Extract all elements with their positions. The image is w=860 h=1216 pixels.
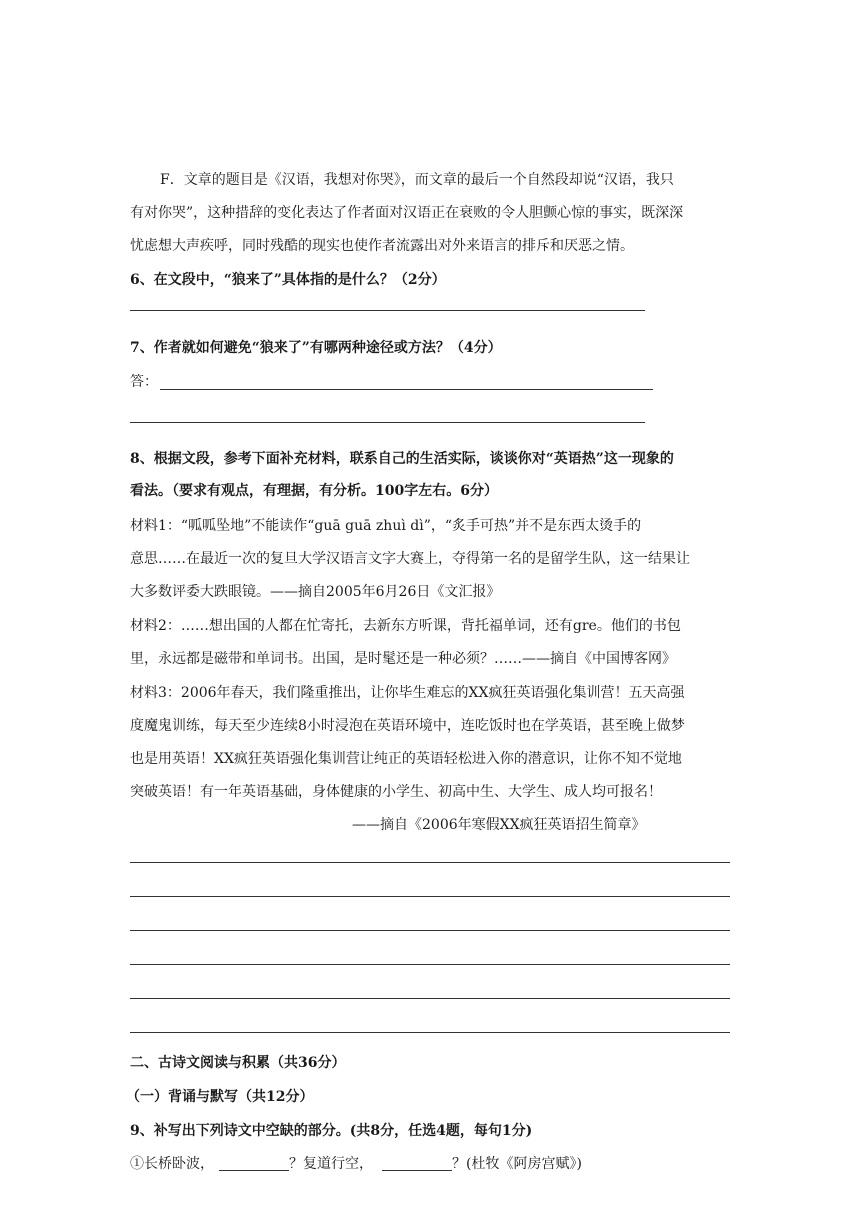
question-9: 9、补写出下列诗文中空缺的部分。(共8分，任选4题，每句1分) xyxy=(130,1123,533,1139)
answer-line-q7-1[interactable] xyxy=(160,389,653,390)
answer-line-q8-1[interactable] xyxy=(130,862,730,863)
option-f-line-1: F．文章的题目是《汉语，我想对你哭》，而文章的最后一个自然段却说“汉语，我只 xyxy=(160,172,674,188)
question-8-line-1: 8、根据文段，参考下面补充材料，联系自己的生活实际，谈谈你对“英语热”这一现象的 xyxy=(130,451,674,467)
material-3-source: ——摘自《2006年寒假XX疯狂英语招生简章》 xyxy=(352,817,646,833)
answer-line-q8-6[interactable] xyxy=(130,1032,730,1033)
q9-item-1-blank-1[interactable] xyxy=(219,1170,289,1171)
material-3-line-3: 也是用英语！XX疯狂英语强化集训营让纯正的英语轻松进入你的潜意识，让你不知不觉地 xyxy=(130,751,682,767)
material-1-line-2: 意思……在最近一次的复旦大学汉语言文字大赛上，夺得第一名的是留学生队，这一结果让 xyxy=(130,551,690,567)
question-7: 7、作者就如何避免“狼来了”有哪两种途径或方法？（4分） xyxy=(130,340,502,356)
material-3-line-2: 度魔鬼训练，每天至少连续8小时浸泡在英语环境中，连吃饭时也在学英语，甚至晚上做梦 xyxy=(130,718,685,734)
answer-line-q7-2[interactable] xyxy=(130,422,645,423)
answer-line-q8-2[interactable] xyxy=(130,896,730,897)
q9-item-1-blank-2[interactable] xyxy=(382,1170,452,1171)
question-6: 6、在文段中，“狼来了”具体指的是什么？（2分） xyxy=(130,272,446,288)
answer-prefix-q7: 答： xyxy=(130,374,158,390)
section-2-title: 二、古诗文阅读与积累（共36分） xyxy=(130,1055,346,1071)
material-1-line-1: 材料1：“呱呱坠地”不能读作“guā guā zhuì dì”，“炙手可热”并不是东西太烫手的 xyxy=(130,518,642,534)
option-f-line-2: 有对你哭”，这种措辞的变化表达了作者面对汉语正在衰败的令人胆颤心惊的事实，既深深 xyxy=(130,205,684,221)
material-1-line-3: 大多数评委大跌眼镜。——摘自2005年6月26日《文汇报》 xyxy=(130,584,501,600)
material-2-line-1: 材料2：……想出国的人都在忙寄托，去新东方听课，背托福单词，还有gre。他们的书包 xyxy=(130,618,681,634)
answer-line-q6[interactable] xyxy=(130,310,645,311)
answer-line-q8-3[interactable] xyxy=(130,930,730,931)
answer-line-q8-4[interactable] xyxy=(130,964,730,965)
material-3-line-4: 突破英语！有一年英语基础，身体健康的小学生、初高中生、大学生、成人均可报名！ xyxy=(130,784,662,800)
section-2-subtitle: （一）背诵与默写（共12分） xyxy=(126,1089,314,1105)
question-8-line-2: 看法。（要求有观点，有理据，有分析。100字左右。6分） xyxy=(130,483,498,499)
q9-item-1-part-c: ？(杜牧《阿房宫赋》) xyxy=(452,1156,582,1172)
option-f-line-3: 忧虑想大声疾呼，同时残酷的现实也使作者流露出对外来语言的排斥和厌恶之情。 xyxy=(130,238,634,254)
material-3-line-1: 材料3：2006年春天，我们隆重推出，让你毕生难忘的XX疯狂英语强化集训营！五天高强 xyxy=(130,685,685,701)
answer-line-q8-5[interactable] xyxy=(130,998,730,999)
q9-item-1-part-b: ？复道行空， xyxy=(289,1156,373,1172)
q9-item-1-part-a: ①长桥卧波， xyxy=(130,1156,214,1172)
material-2-line-2: 里，永远都是磁带和单词书。出国，是时髦还是一种必须？……——摘自《中国博客网》 xyxy=(130,651,676,667)
